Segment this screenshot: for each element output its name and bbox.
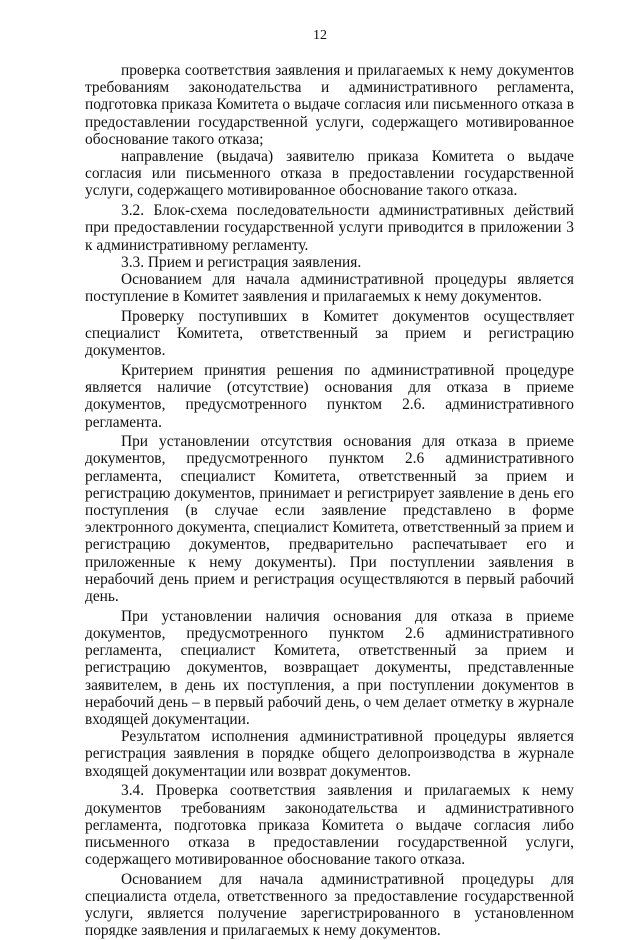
paragraph-3-2-flowchart: 3.2. Блок-схема последовательности административных действий при предоставлении государственной услуги приводится в приложении 3 к административному регламенту. [85, 202, 574, 254]
paragraph-document-check: Проверку поступивших в Комитет документов осуществляет специалист Комитета, ответственный за прием и регистрацию документов. [85, 307, 574, 360]
document-body [85, 62, 574, 940]
paragraph-verification-step: проверка соответствия заявления и прилагаемых к нему документов требованиям законодательства и административного регламента, подготовка приказа Комитета о выдаче согласия или письменного отказа в предоставлении государственной услуги, содержащего мотивированное обоснование такого отказа; [85, 62, 574, 148]
paragraph-procedure-basis: Основанием для начала административной процедуры является поступление в Комитет заявления и прилагаемых к нему документов. [85, 270, 574, 306]
page-number: 12 [313, 28, 327, 43]
paragraph-procedure-result: Результатом исполнения административной процедуры является регистрация заявления в порядке общего делопроизводства в журнале входящей документации или возврат документов. [85, 728, 574, 780]
paragraph-issuance-step: направление (выдача) заявителю приказа Комитета о выдаче согласия или письменного отказа в предоставлении государственной услуги, содержащего мотивированное обоснование такого отказа. [85, 148, 574, 200]
paragraph-decision-criterion: Критерием принятия решения по административной процедуре является наличие (отсутствие) основания для отказа в приеме документов, предусмотренного пунктом 2.6. административного регламента. [85, 361, 574, 431]
paragraph-3-4-heading: 3.4. Проверка соответствия заявления и прилагаемых к нему документов требованиям законодательства и административного регламента, подготовка приказа Комитета о выдаче согласия либо письменного отказа в предоставлении государственной услуги, содержащего мотивированное обоснование такого отказа. [85, 782, 574, 869]
paragraph-no-refusal-grounds: При установлении отсутствия основания для отказа в приеме документов, предусмотренного пунктом 2.6 административного регламента, специалист Комитета, ответственный за прием и регистрацию документов, принимает и регистрирует заявление в день его поступления (в случае если заявление представлено в форме электронного документа, специалист Комитета, ответственный за прием и регистрацию документов, предварительно распечатывает его и приложенные к нему документы). При поступлении заявления в нерабочий день прием и регистрация осуществляются в первый рабочий день. [85, 433, 574, 606]
paragraph-3-3-heading: 3.3. Прием и регистрация заявления. [121, 253, 362, 271]
paragraph-refusal-grounds: При установлении наличия основания для отказа в приеме документов, предусмотренного пунктом 2.6 административного регламента, специалист Комитета, ответственный за прием и регистрацию документов, возвращает документы, представленные заявителем, в день их поступления, а при поступлении документов в нерабочий день – в первый рабочий день, о чем делает отметку в журнале входящей документации. [85, 607, 574, 729]
paragraph-3-4-basis: Основанием для начала административной процедуры для специалиста отдела, ответственного за предоставление государственной услуги, является получение зарегистрированного в установленном порядке заявления и прилагаемых к нему документов. [85, 870, 574, 940]
